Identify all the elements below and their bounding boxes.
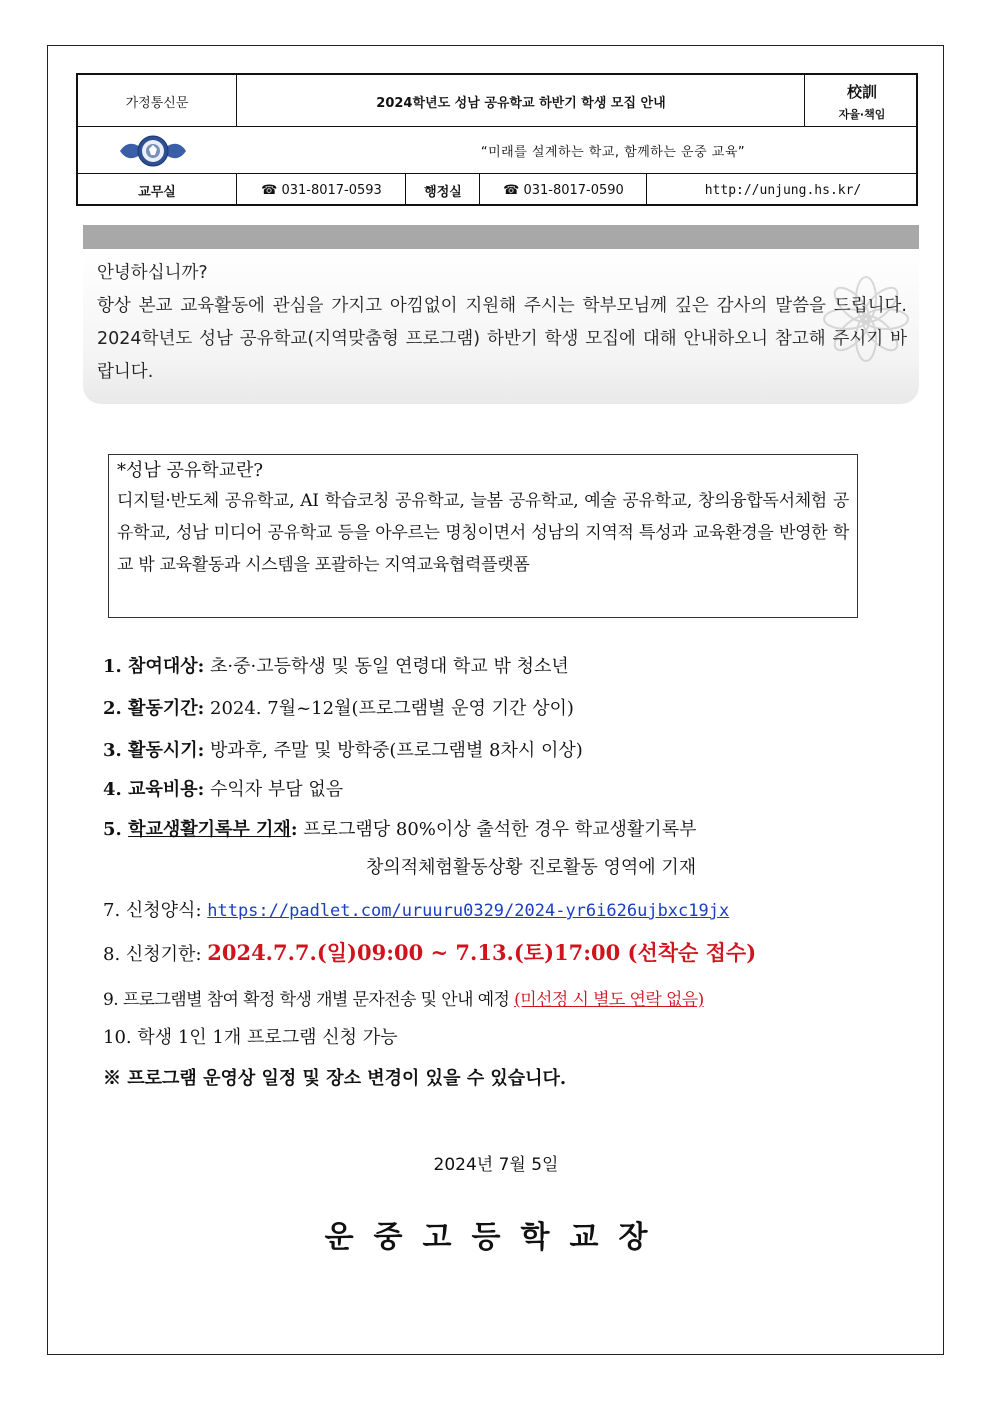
item-label: 4. 교육비용: bbox=[103, 779, 205, 800]
school-slogan: “미래를 설계하는 학교, 함께하는 운중 교육” bbox=[480, 145, 746, 160]
item-label: 1. 참여대상: bbox=[103, 656, 205, 677]
item-value: 방과후, 주말 및 방학중(프로그램별 8차시 이상) bbox=[204, 740, 583, 761]
list-item-continued bbox=[366, 853, 696, 879]
school-logo bbox=[78, 128, 228, 173]
header-table bbox=[76, 73, 918, 206]
greeting-box bbox=[83, 249, 919, 404]
definition-title: *성남 공유학교란? bbox=[117, 460, 264, 481]
greeting-bar bbox=[83, 225, 919, 249]
notice-value: ※ 프로그램 운영상 일정 및 장소 변경이 있을 수 있습니다. bbox=[103, 1068, 567, 1089]
principal-signature: 운중고등학교장 bbox=[324, 1220, 668, 1255]
school-website[interactable]: http://unjung.hs.kr/ bbox=[704, 183, 862, 198]
item-label: 학교생활기록부 기재 bbox=[128, 819, 291, 840]
item-label: 7. 신청양식: bbox=[103, 900, 208, 921]
item-value: 10. 학생 1인 1개 프로그램 신청 가능 bbox=[103, 1027, 398, 1048]
list-item bbox=[103, 736, 583, 762]
office1-phone: ☎ 031-8017-0593 bbox=[261, 183, 382, 198]
list-item bbox=[103, 815, 696, 841]
notice-text bbox=[103, 1064, 566, 1090]
list-item bbox=[103, 985, 704, 1010]
document-title: 2024학년도 성남 공유학교 하반기 학생 모집 안내 bbox=[376, 95, 666, 111]
office2-phone: ☎ 031-8017-0590 bbox=[503, 183, 624, 198]
list-item bbox=[103, 937, 756, 967]
definition-body: 디지털·반도체 공유학교, AI 학습코칭 공유학교, 늘봄 공유학교, 예술 공유학교, 창의융합독서체험 공유학교, 성남 미디어 공유학교 등을 아우르는 명칭이면서 성남의 지역적 특성과 교육환경을 반영한 학교 밖 교육활동과 시스템을 포괄하는 지역교육협력플랫폼 bbox=[117, 491, 849, 575]
list-item bbox=[103, 896, 729, 922]
item-colon: : bbox=[290, 819, 298, 840]
item-value: 수익자 부담 없음 bbox=[204, 779, 344, 800]
item-value: 프로그램당 80%이상 출석한 경우 학교생활기록부 bbox=[297, 819, 697, 840]
school-motto bbox=[806, 75, 918, 127]
list-item bbox=[103, 775, 343, 801]
application-link[interactable]: https://padlet.com/uruuru0329/2024-yr6i626ujbxc19jx bbox=[207, 901, 730, 921]
document-date: 2024년 7월 5일 bbox=[433, 1155, 559, 1175]
greeting-body: 항상 본교 교육활동에 관심을 가지고 아낌없이 지원해 주시는 학부모님께 깊은 감사의 말씀을 드립니다. 2024학년도 성남 공유학교(지역맞춤형 프로그램) 하반기 학생 모집에 대해 안내하오니 참고해 주시기 바랍니다. bbox=[97, 296, 907, 382]
item-value: 9. 프로그램별 참여 확정 학생 개별 문자전송 및 안내 예정 bbox=[103, 990, 515, 1010]
motto-value: 자율·책임 bbox=[838, 107, 886, 121]
item-value: 2024. 7월~12월(프로그램별 운영 기간 상이) bbox=[204, 698, 574, 719]
item-value-continued: 창의적체험활동상황 진로활동 영역에 기재 bbox=[366, 857, 697, 878]
motto-title: 校訓 bbox=[846, 82, 877, 101]
item-label: 3. 활동시기: bbox=[103, 740, 205, 761]
item-label: 2. 활동기간: bbox=[103, 698, 205, 719]
item-number: 5. bbox=[103, 819, 129, 840]
office1-label: 교무실 bbox=[138, 185, 176, 200]
definition-box bbox=[108, 454, 858, 618]
greeting-text bbox=[97, 257, 907, 389]
greeting-hello: 안녕하십니까? bbox=[97, 263, 208, 283]
item-value: 초·중·고등학생 및 동일 연령대 학교 밖 청소년 bbox=[204, 656, 569, 677]
list-item bbox=[103, 652, 569, 678]
list-item bbox=[103, 694, 574, 720]
item-note: (미선정 시 별도 연락 없음) bbox=[514, 990, 704, 1010]
header-label: 가정통신문 bbox=[125, 95, 189, 111]
office2-label: 행정실 bbox=[424, 185, 462, 200]
list-item bbox=[103, 1023, 398, 1049]
deadline-value: 2024.7.7.(일)09:00 ~ 7.13.(토)17:00 (선착순 접수) bbox=[207, 940, 757, 965]
school-emblem-icon bbox=[118, 133, 188, 169]
item-label: 8. 신청기한: bbox=[103, 944, 208, 965]
